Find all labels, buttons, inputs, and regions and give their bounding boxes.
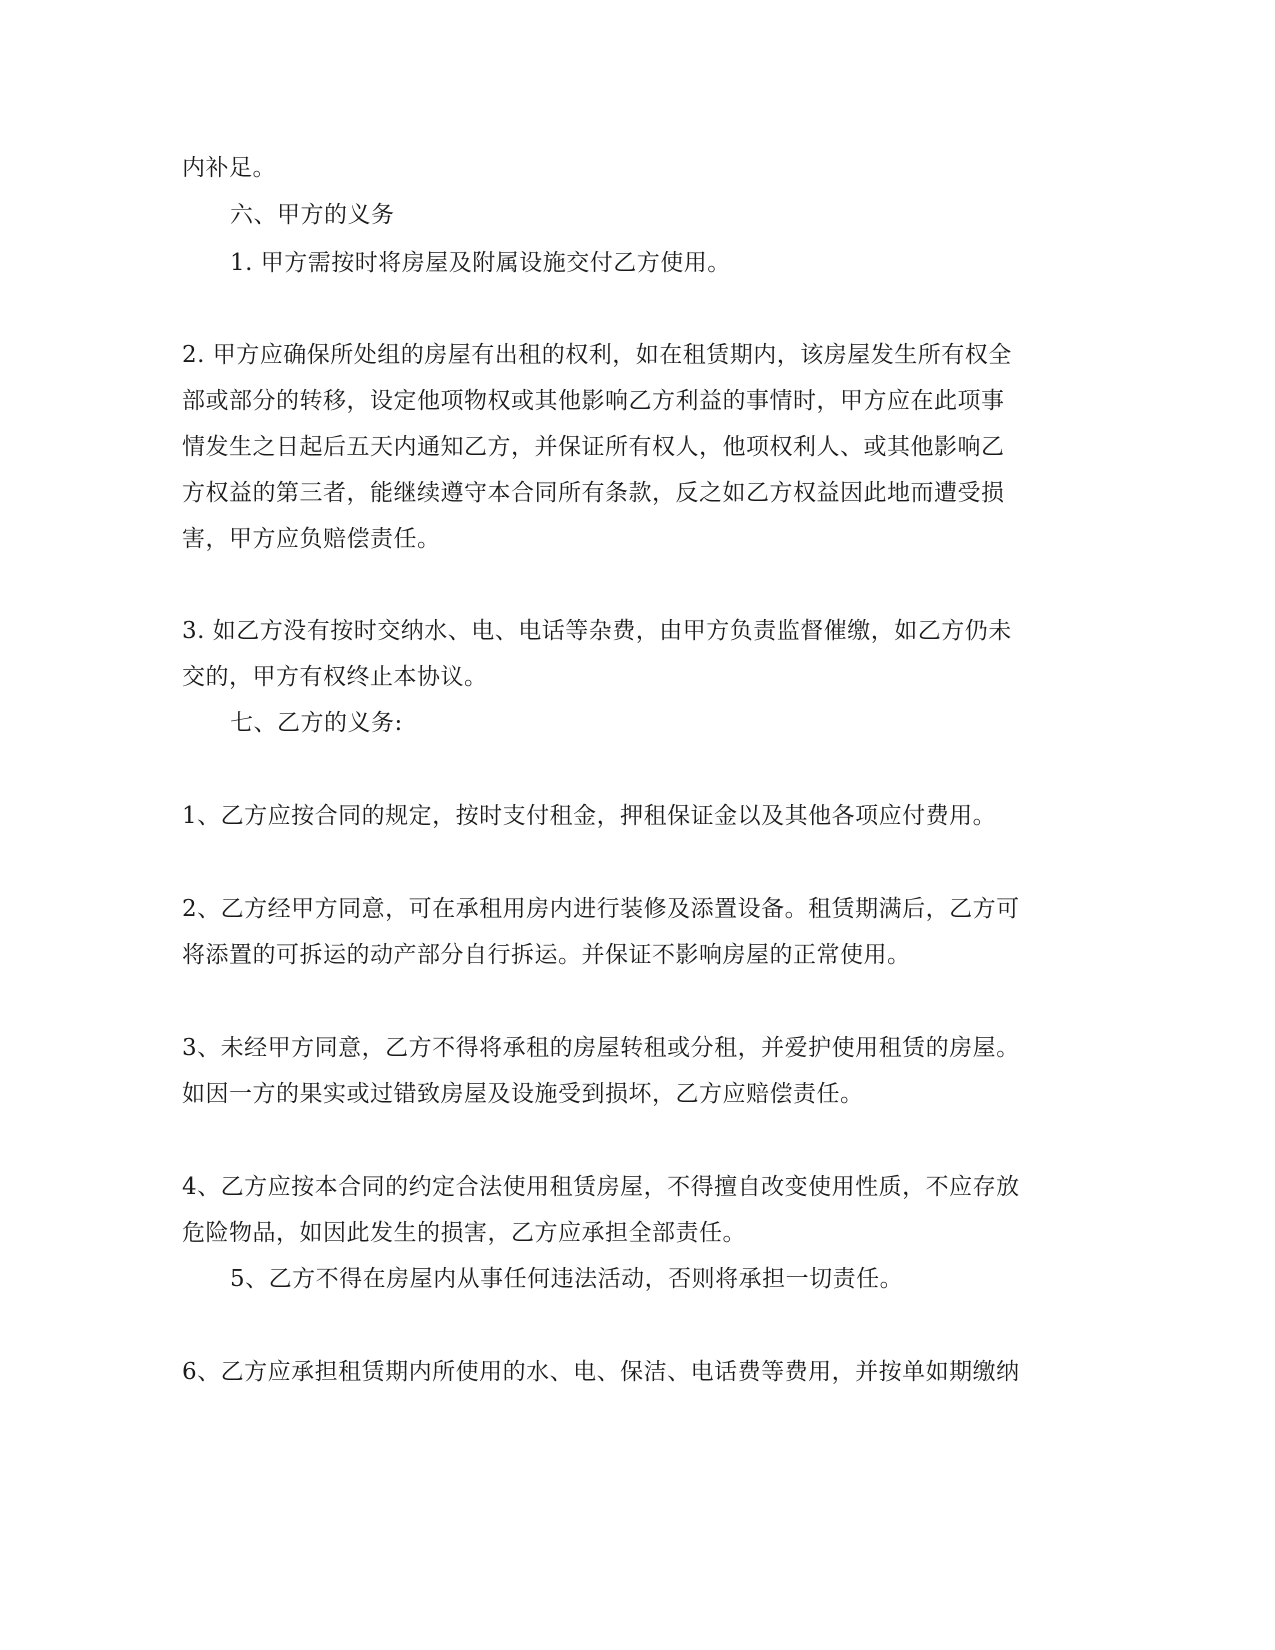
text-line: 方权益的第三者，能继续遵守本合同所有条款，反之如乙方权益因此地而遭受损 <box>182 480 1005 506</box>
text-line: 6、乙方应承担租赁期内所使用的水、电、保洁、电话费等费用，并按单如期缴纳 <box>182 1359 1020 1385</box>
text-line: 1、乙方应按合同的规定，按时支付租金，押租保证金以及其他各项应付费用。 <box>182 803 997 829</box>
text-line: 4、乙方应按本合同的约定合法使用租赁房屋，不得擅自改变使用性质，不应存放 <box>182 1174 1020 1200</box>
text-line: 将添置的可拆运的动产部分自行拆运。并保证不影响房屋的正常使用。 <box>182 942 911 968</box>
text-line: 情发生之日起后五天内通知乙方，并保证所有权人，他项权利人、或其他影响乙 <box>182 434 1005 460</box>
text-line: 1. 甲方需按时将房屋及附属设施交付乙方使用。 <box>230 250 731 276</box>
text-line: 如因一方的果实或过错致房屋及设施受到损坏，乙方应赔偿责任。 <box>182 1081 864 1107</box>
text-line: 内补足。 <box>182 155 276 181</box>
section-heading: 六、甲方的义务 <box>230 202 395 228</box>
section-heading: 七、乙方的义务: <box>230 710 403 736</box>
text-line: 3、未经甲方同意，乙方不得将承租的房屋转租或分租，并爱护使用租赁的房屋。 <box>182 1035 1020 1061</box>
text-line: 危险物品，如因此发生的损害，乙方应承担全部责任。 <box>182 1220 746 1246</box>
text-line: 部或部分的转移，设定他项物权或其他影响乙方利益的事情时，甲方应在此项事 <box>182 388 1005 414</box>
text-line: 2. 甲方应确保所处组的房屋有出租的权利，如在租赁期内，该房屋发生所有权全 <box>182 342 1012 368</box>
text-line: 害，甲方应负赔偿责任。 <box>182 526 441 552</box>
text-line: 5、乙方不得在房屋内从事任何违法活动，否则将承担一切责任。 <box>230 1266 904 1292</box>
text-line: 交的，甲方有权终止本协议。 <box>182 664 488 690</box>
text-line: 2、乙方经甲方同意，可在承租用房内进行装修及添置设备。租赁期满后，乙方可 <box>182 896 1020 922</box>
text-line: 3. 如乙方没有按时交纳水、电、电话等杂费，由甲方负责监督催缴，如乙方仍未 <box>182 618 1012 644</box>
